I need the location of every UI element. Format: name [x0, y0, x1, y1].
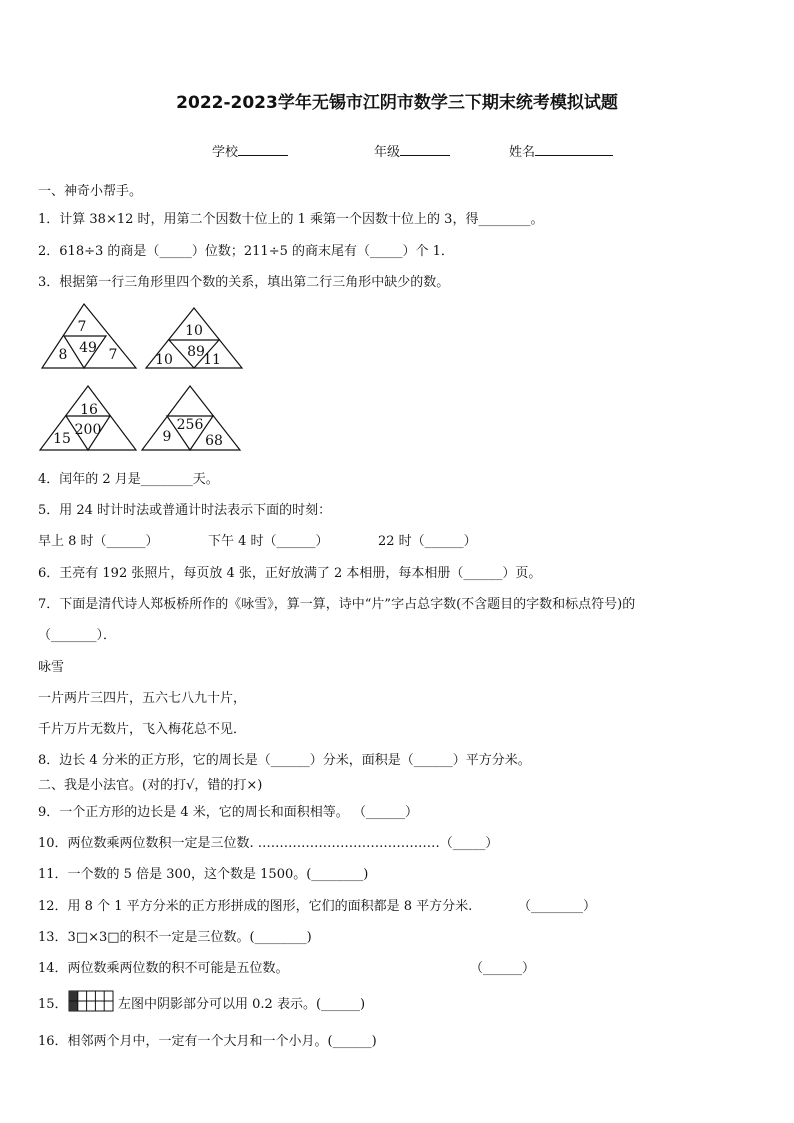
triangle-3-top: 16 — [80, 402, 98, 418]
question-5b: 下午 4 时（______） — [208, 534, 329, 549]
school-label: 学校 — [212, 145, 239, 160]
question-8: 8．边长 4 分米的正方形，它的周长是（______）分米，面积是（______）平方分米。 — [38, 753, 531, 768]
name-label: 姓名 — [509, 145, 536, 160]
question-15: 左图中阴影部分可以用 0.2 表示。(______) — [118, 997, 366, 1012]
triangle-4-right: 68 — [205, 433, 223, 449]
triangle-1-center: 49 — [79, 340, 97, 356]
question-12-blank: （________） — [518, 899, 597, 914]
shaded-grid-figure — [68, 990, 114, 1012]
triangle-2 — [146, 308, 242, 368]
triangle-1-right: 7 — [108, 347, 118, 363]
question-10: 10．两位数乘两位数积一定是三位数. ……………………………………（_____） — [38, 836, 499, 851]
poem-line-2: 千片万片无数片，飞入梅花总不见． — [38, 722, 247, 737]
triangle-3 — [40, 386, 136, 450]
question-5c: 22 时（______） — [378, 534, 477, 549]
triangle-2-top: 10 — [185, 323, 203, 339]
question-2: 2．618÷3 的商是（_____）位数；211÷5 的商末尾有（_____）个 1． — [38, 244, 454, 259]
question-14: 14．两位数乘两位数的积不可能是五位数。 — [38, 961, 289, 976]
question-6: 6．王亮有 192 张照片，每页放 4 张，正好放满了 2 本相册，每本相册（______）页。 — [38, 566, 542, 581]
question-9: 9．一个正方形的边长是 4 米，它的周长和面积相等。 （______） — [38, 805, 418, 820]
question-1: 1．计算 38×12 时，用第二个因数十位上的 1 乘第一个因数十位上的 3，得________。 — [38, 212, 544, 227]
question-11: 11．一个数的 5 倍是 300，这个数是 1500。(________) — [38, 867, 369, 882]
triangle-3-center: 200 — [74, 422, 102, 438]
triangle-2-center: 89 — [187, 344, 205, 360]
name-field — [509, 141, 613, 160]
school-blank[interactable] — [238, 143, 288, 156]
poem-line-1: 一片两片三四片，五六七八九十片， — [38, 691, 247, 706]
triangle-puzzles — [36, 300, 250, 458]
question-3: 3．根据第一行三角形里四个数的关系，填出第二行三角形中缺少的数。 — [38, 275, 450, 290]
question-16: 16．相邻两个月中，一定有一个大月和一个小月。(______) — [38, 1034, 377, 1049]
question-13: 13．3□×3□的积不一定是三位数。(________) — [38, 930, 312, 945]
grade-blank[interactable] — [400, 143, 450, 156]
triangle-4-top: 256 — [176, 417, 204, 433]
question-7: 7．下面是清代诗人郑板桥所作的《咏雪》，算一算，诗中“片”字占总字数(不含题目的字数和标点符号)的 — [38, 597, 636, 612]
name-blank[interactable] — [535, 143, 613, 156]
triangle-2-left: 10 — [155, 352, 173, 368]
page-title: 2022-2023学年无锡市江阴市数学三下期末统考模拟试题 — [176, 93, 618, 113]
question-5a: 早上 8 时（______） — [38, 534, 159, 549]
grade-label: 年级 — [374, 145, 401, 160]
question-15-number: 15． — [38, 997, 68, 1012]
section-2-heading: 二、我是小法官。(对的打√，错的打×) — [38, 778, 263, 793]
question-14-blank: （______） — [470, 961, 536, 976]
grade-field — [374, 141, 450, 160]
question-5: 5．用 24 时计时法或普通计时法表示下面的时刻： — [38, 503, 332, 518]
question-7-blank: （_______）． — [38, 628, 117, 643]
section-1-heading: 一、神奇小帮手。 — [38, 184, 143, 199]
triangle-1 — [42, 304, 136, 368]
triangle-1-top: 7 — [77, 319, 87, 335]
triangle-1-left: 8 — [58, 347, 68, 363]
question-4: 4．闰年的 2 月是________天。 — [38, 472, 219, 487]
question-12: 12．用 8 个 1 平方分米的正方形拼成的图形，它们的面积都是 8 平方分米. — [38, 899, 473, 914]
triangle-3-left: 15 — [53, 431, 71, 447]
triangle-4 — [142, 386, 240, 450]
triangle-4-left: 9 — [162, 429, 172, 445]
poem-title: 咏雪 — [38, 660, 65, 675]
triangle-2-right: 11 — [203, 352, 221, 368]
school-field — [212, 141, 288, 160]
